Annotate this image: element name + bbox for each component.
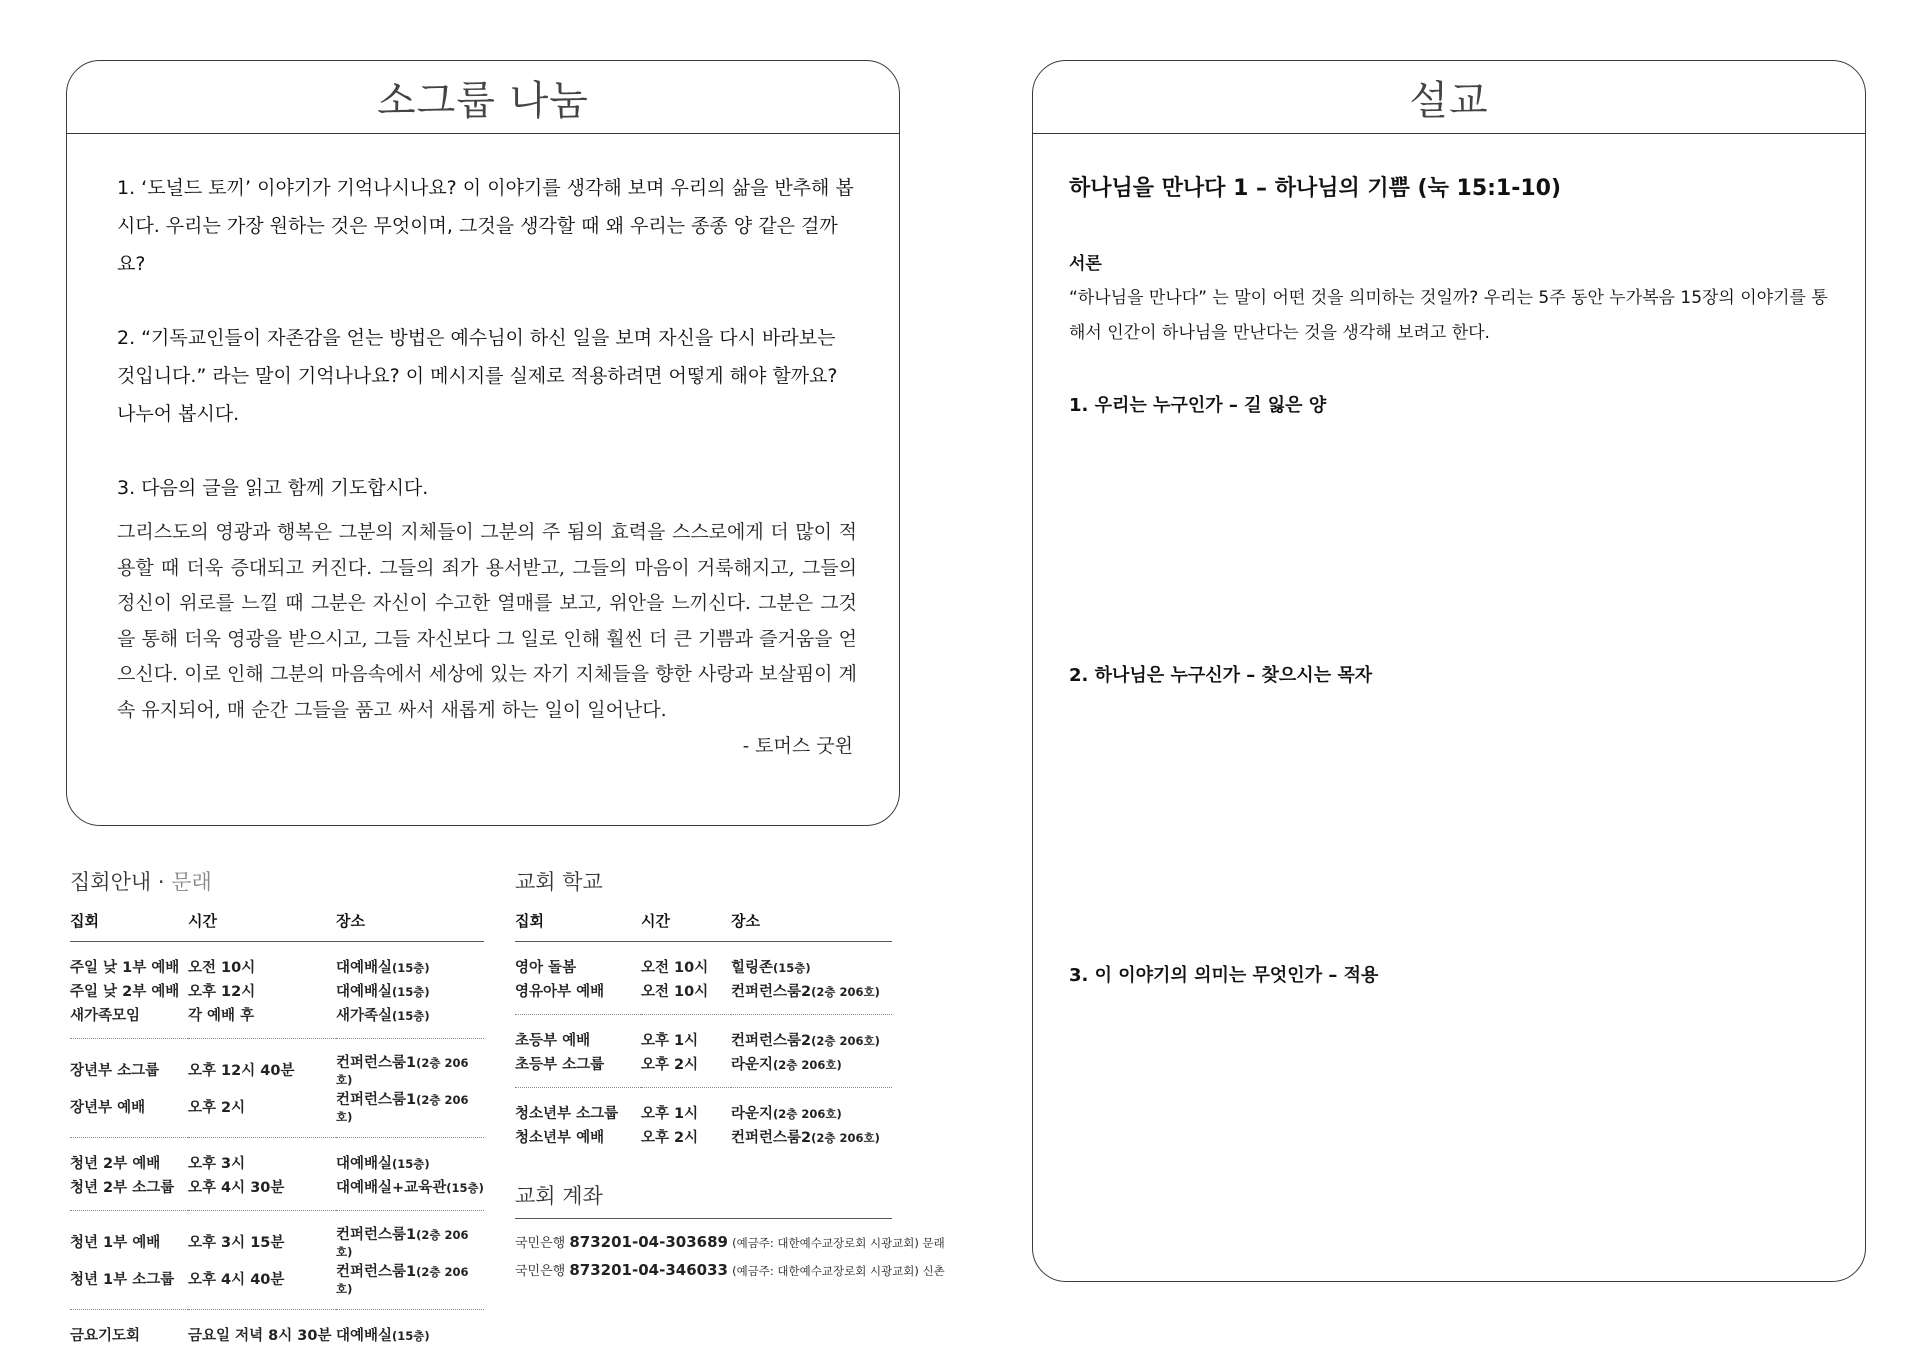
row-place-name: 대예배실 [336, 984, 392, 1000]
schedule-row [515, 942, 892, 979]
meetings-title-text: 집회안내 [70, 870, 151, 894]
row-place-name: 대예배실 [336, 960, 392, 976]
row-meeting-name: 초등부 예배 [515, 1015, 641, 1052]
row-place [336, 1260, 484, 1310]
row-meeting-name: 청년 1부 예배 [70, 1211, 188, 1261]
schedule-row [70, 1138, 484, 1175]
sermon-point-1: 1. 우리는 누구인가 – 길 잃은 양 [1069, 391, 1326, 417]
row-time: 오후 1시 [641, 1015, 731, 1052]
row-place-name: 컨퍼런스룸2 [731, 984, 811, 1000]
row-meeting-name: 초등부 소그룹 [515, 1051, 641, 1088]
row-place-name: 라운지 [731, 1106, 773, 1122]
row-place-note: (2층 206호) [773, 1058, 842, 1072]
col-header-place: 장소 [336, 910, 484, 942]
row-time: 오후 2시 [188, 1088, 336, 1138]
row-place [731, 1124, 892, 1160]
row-meeting-name: 주일 낮 2부 예배 [70, 978, 188, 1002]
question-1: 1. ‘도널드 토끼’ 이야기가 기억나시나요? 이 이야기를 생각해 보며 우리의 삶을 반추해 봅시다. 우리는 가장 원하는 것은 무엇이며, 그것을 생각할 때 왜 우리는 종종 양 같은 걸까요? [117, 169, 857, 283]
row-place-note: (2층 206호) [336, 1093, 469, 1124]
row-place-note: (15층) [446, 1181, 484, 1195]
schedule-row [70, 1260, 484, 1310]
row-time: 금요일 저녁 8시 30분 [188, 1310, 336, 1358]
account-number: 873201-04-346033 [569, 1261, 728, 1279]
sermon-heading: 하나님을 만나다 1 – 하나님의 기쁨 (눅 15:1-10) [1069, 171, 1561, 202]
row-place-name: 라운지 [731, 1057, 773, 1073]
sermon-point-3: 3. 이 이야기의 의미는 무엇인가 – 적용 [1069, 961, 1378, 987]
schedule-row [70, 1174, 484, 1211]
row-place [336, 978, 484, 1002]
sermon-box-title: 설교 [1033, 61, 1865, 134]
row-meeting-name: 청소년부 예배 [515, 1124, 641, 1160]
row-place-note: (2층 206호) [773, 1107, 842, 1121]
row-place [731, 1051, 892, 1088]
row-time: 오후 12시 40분 [188, 1039, 336, 1089]
school-title: 교회 학교 [515, 866, 603, 896]
row-time: 오후 3시 [188, 1138, 336, 1175]
row-meeting-name: 청소년부 소그룹 [515, 1088, 641, 1125]
row-place-note: (15층) [392, 1329, 430, 1343]
meetings-title: 집회안내 · 문래 [70, 866, 212, 896]
accounts-title: 교회 계좌 [515, 1180, 603, 1210]
row-place [336, 1088, 484, 1138]
row-meeting-name: 새가족모임 [70, 1002, 188, 1039]
row-time: 오후 12시 [188, 978, 336, 1002]
col-header-meeting: 집회 [70, 910, 188, 942]
row-place-note: (15층) [392, 985, 430, 999]
account-bank: 국민은행 [515, 1236, 565, 1251]
row-meeting-name: 영유아부 예배 [515, 978, 641, 1015]
col-header-meeting: 집회 [515, 910, 641, 942]
row-time: 오전 10시 [641, 942, 731, 979]
schedule-row [515, 1051, 892, 1088]
row-place-note: (2층 206호) [336, 1056, 469, 1087]
row-place-name: 힐링존 [731, 960, 773, 976]
row-place-name: 대예배실 [336, 1328, 392, 1344]
intro-heading: 서론 [1069, 249, 1102, 274]
row-time: 각 예배 후 [188, 1002, 336, 1039]
row-place [731, 1015, 892, 1052]
row-place-name: 컨퍼런스룸1 [336, 1264, 416, 1280]
small-group-title: 소그룹 나눔 [67, 61, 899, 134]
schedule-row [70, 1002, 484, 1039]
accounts-divider [515, 1218, 892, 1219]
row-place-note: (15층) [392, 961, 430, 975]
schedule-row [515, 1088, 892, 1125]
row-time: 오후 4시 40분 [188, 1260, 336, 1310]
row-place-name: 컨퍼런스룸1 [336, 1092, 416, 1108]
schedule-row [70, 1088, 484, 1138]
quote-author: - 토머스 굿윈 [743, 731, 853, 758]
question-2: 2. “기독교인들이 자존감을 얻는 방법은 예수님이 하신 일을 보며 자신을 다시 바라보는 것입니다.” 라는 말이 기억나나요? 이 메시지를 실제로 적용하려면 어떻게 해야 할까요? 나누어 봅시다. [117, 319, 857, 433]
row-place-name: 컨퍼런스룸2 [731, 1130, 811, 1146]
account-holder: (예금주: 대한예수교장로회 시광교회) 문래 [732, 1236, 945, 1250]
row-time: 오후 1시 [641, 1088, 731, 1125]
schedule-row [70, 1211, 484, 1261]
meetings-title-location: 문래 [171, 870, 212, 894]
account-bank: 국민은행 [515, 1264, 565, 1279]
sermon-box [1032, 60, 1866, 1282]
row-place-name: 대예배실+교육관 [336, 1180, 446, 1196]
row-place-name: 새가족실 [336, 1008, 392, 1024]
row-time: 오후 2시 [641, 1124, 731, 1160]
prayer-quote: 그리스도의 영광과 행복은 그분의 지체들이 그분의 주 됨의 효력을 스스로에게 더 많이 적용할 때 더욱 증대되고 커진다. 그들의 죄가 용서받고, 그들의 마음이 거룩해지고, 그들의 정신이 위로를 느낄 때 그분은 자신이 수고한 열매를 보고, 위안을 느끼신다. 그분은 그것을 통해 더욱 영광을 받으시고, 그들 자신보다 그 일로 인해 훨씬 더 큰 기쁨과 즐거움을 얻으신다. 이로 인해 그분의 마음속에서 세상에 있는 자기 지체들을 향한 사랑과 보살핌이 계속 유지되어, 매 순간 그들을 품고 싸서 새롭게 하는 일이 일어난다. [117, 515, 857, 728]
schedule-row [515, 978, 892, 1015]
question-3: 3. 다음의 글을 읽고 함께 기도합시다. [117, 469, 857, 507]
row-place-note: (2층 206호) [811, 1131, 880, 1145]
row-place-note: (15층) [392, 1009, 430, 1023]
row-meeting-name: 장년부 예배 [70, 1088, 188, 1138]
row-place-name: 대예배실 [336, 1156, 392, 1172]
row-place [336, 1211, 484, 1261]
intro-body: “하나님을 만나다” 는 말이 어떤 것을 의미하는 것일까? 우리는 5주 동안 누가복음 15장의 이야기를 통해서 인간이 하나님을 만난다는 것을 생각해 보려고 한다. [1069, 281, 1839, 351]
row-place [336, 1174, 484, 1211]
schedule-row [515, 1015, 892, 1052]
row-time: 오전 10시 [641, 978, 731, 1015]
row-meeting-name: 장년부 소그룹 [70, 1039, 188, 1089]
row-place [731, 942, 892, 979]
row-place [336, 1310, 484, 1358]
sermon-point-2: 2. 하나님은 누구신가 – 찾으시는 목자 [1069, 661, 1372, 687]
row-place-note: (2층 206호) [811, 985, 880, 999]
row-place-note: (2층 206호) [811, 1034, 880, 1048]
schedule-row [70, 1039, 484, 1089]
account-holder: (예금주: 대한예수교장로회 시광교회) 신촌 [732, 1264, 945, 1278]
row-meeting-name: 주일 낮 1부 예배 [70, 942, 188, 979]
row-meeting-name: 영아 돌봄 [515, 942, 641, 979]
row-place [336, 942, 484, 979]
row-time: 오후 2시 [641, 1051, 731, 1088]
row-place-note: (15층) [392, 1157, 430, 1171]
row-place [731, 1088, 892, 1125]
col-header-place: 장소 [731, 910, 892, 942]
small-group-box [66, 60, 900, 826]
row-place [336, 1138, 484, 1175]
col-header-time: 시간 [188, 910, 336, 942]
row-place [336, 1039, 484, 1089]
schedule-row [70, 978, 484, 1002]
col-header-time: 시간 [641, 910, 731, 942]
row-meeting-name: 청년 1부 소그룹 [70, 1260, 188, 1310]
row-meeting-name: 청년 2부 소그룹 [70, 1174, 188, 1211]
row-place-note: (2층 206호) [336, 1228, 469, 1259]
row-place [731, 978, 892, 1015]
row-place-note: (2층 206호) [336, 1265, 469, 1296]
row-meeting-name: 금요기도회 [70, 1310, 188, 1358]
account-1 [515, 1232, 945, 1251]
row-time: 오후 4시 30분 [188, 1174, 336, 1211]
row-time: 오후 3시 15분 [188, 1211, 336, 1261]
row-place [336, 1002, 484, 1039]
row-time: 오전 10시 [188, 942, 336, 979]
row-place-note: (15층) [773, 961, 811, 975]
account-number: 873201-04-303689 [569, 1233, 728, 1251]
row-place-name: 컨퍼런스룸1 [336, 1055, 416, 1071]
row-place-name: 컨퍼런스룸1 [336, 1227, 416, 1243]
row-place-name: 컨퍼런스룸2 [731, 1033, 811, 1049]
schedule-row [70, 1310, 484, 1358]
school-table [515, 910, 892, 1160]
schedule-row [515, 1124, 892, 1160]
account-2 [515, 1260, 945, 1279]
row-meeting-name: 청년 2부 예배 [70, 1138, 188, 1175]
schedule-row [70, 942, 484, 979]
meetings-table [70, 910, 484, 1358]
